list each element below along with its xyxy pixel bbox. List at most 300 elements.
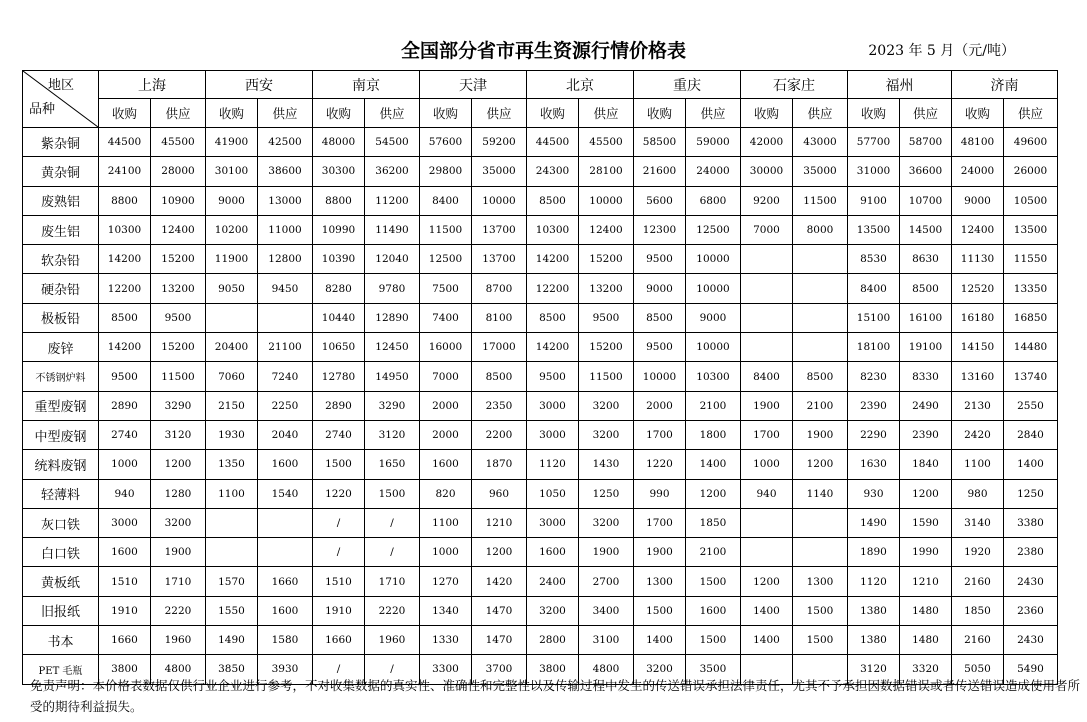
sell-price-cell: 43000 bbox=[793, 128, 848, 157]
buy-price-cell: 24100 bbox=[99, 157, 151, 186]
buy-price-cell bbox=[741, 303, 793, 332]
buy-price-cell: 5600 bbox=[634, 186, 686, 215]
sell-price-cell: 12890 bbox=[365, 303, 420, 332]
buy-price-cell: 12780 bbox=[313, 362, 365, 391]
buy-price-cell: 30300 bbox=[313, 157, 365, 186]
buy-price-cell: 2290 bbox=[848, 420, 900, 449]
buy-price-cell: 1630 bbox=[848, 450, 900, 479]
buy-price-cell: 2000 bbox=[420, 391, 472, 420]
item-name-cell: 重型废钢 bbox=[23, 391, 99, 420]
sell-price-cell: 3380 bbox=[1004, 508, 1058, 537]
buy-price-cell: 1490 bbox=[206, 626, 258, 655]
buy-price-cell: 8530 bbox=[848, 245, 900, 274]
sell-price-cell: 1200 bbox=[151, 450, 206, 479]
sell-price-cell: 1140 bbox=[793, 479, 848, 508]
buy-price-cell: 7000 bbox=[420, 362, 472, 391]
sell-header: 供应 bbox=[793, 99, 848, 128]
sell-header: 供应 bbox=[686, 99, 741, 128]
table-row bbox=[23, 420, 1058, 449]
sell-price-cell: 1250 bbox=[1004, 479, 1058, 508]
sell-price-cell: 11500 bbox=[793, 186, 848, 215]
sell-price-cell: 49600 bbox=[1004, 128, 1058, 157]
buy-price-cell: 930 bbox=[848, 479, 900, 508]
sell-price-cell: 2380 bbox=[1004, 538, 1058, 567]
buy-price-cell bbox=[206, 508, 258, 537]
sell-price-cell: 960 bbox=[472, 479, 527, 508]
buy-header: 收购 bbox=[952, 99, 1004, 128]
city-header: 福州 bbox=[848, 71, 952, 99]
buy-price-cell: 3000 bbox=[527, 508, 579, 537]
sell-price-cell: 15200 bbox=[151, 245, 206, 274]
sell-price-cell: 11490 bbox=[365, 215, 420, 244]
buy-price-cell: 1910 bbox=[313, 596, 365, 625]
buy-price-cell: 10300 bbox=[527, 215, 579, 244]
buy-price-cell: 7500 bbox=[420, 274, 472, 303]
sell-price-cell: 3120 bbox=[151, 420, 206, 449]
sell-price-cell: 1710 bbox=[151, 567, 206, 596]
table-row bbox=[23, 567, 1058, 596]
buy-price-cell: 9500 bbox=[634, 333, 686, 362]
sell-price-cell: 10700 bbox=[900, 186, 952, 215]
sell-price-cell: 10000 bbox=[686, 245, 741, 274]
buy-header: 收购 bbox=[527, 99, 579, 128]
sell-price-cell: 9000 bbox=[686, 303, 741, 332]
buy-price-cell: 21600 bbox=[634, 157, 686, 186]
sell-price-cell bbox=[793, 508, 848, 537]
sell-price-cell: 1650 bbox=[365, 450, 420, 479]
buy-price-cell: 9000 bbox=[634, 274, 686, 303]
buy-price-cell: 16180 bbox=[952, 303, 1004, 332]
buy-price-cell: 12200 bbox=[99, 274, 151, 303]
sell-price-cell: 1500 bbox=[793, 626, 848, 655]
city-header: 上海 bbox=[99, 71, 206, 99]
sell-price-cell: 16850 bbox=[1004, 303, 1058, 332]
table-row bbox=[23, 450, 1058, 479]
sell-price-cell: 1850 bbox=[686, 508, 741, 537]
sell-price-cell: 3500 bbox=[686, 655, 741, 684]
sell-price-cell: 28100 bbox=[579, 157, 634, 186]
item-name-cell: 废锌 bbox=[23, 333, 99, 362]
sell-price-cell: 12450 bbox=[365, 333, 420, 362]
buy-price-cell bbox=[741, 538, 793, 567]
buy-price-cell bbox=[206, 303, 258, 332]
buy-price-cell: 1700 bbox=[741, 420, 793, 449]
buy-price-cell: 11130 bbox=[952, 245, 1004, 274]
item-name-cell: 灰口铁 bbox=[23, 508, 99, 537]
buy-price-cell: 1000 bbox=[741, 450, 793, 479]
sell-price-cell: 10000 bbox=[579, 186, 634, 215]
corner-item-label: 品种 bbox=[29, 102, 56, 117]
sell-price-cell: 21100 bbox=[258, 333, 313, 362]
sell-price-cell: 2100 bbox=[686, 538, 741, 567]
item-name-cell: 轻薄料 bbox=[23, 479, 99, 508]
sell-price-cell: 2250 bbox=[258, 391, 313, 420]
buy-price-cell: 29800 bbox=[420, 157, 472, 186]
sell-price-cell: 2430 bbox=[1004, 626, 1058, 655]
buy-price-cell: 12520 bbox=[952, 274, 1004, 303]
buy-price-cell: 3800 bbox=[99, 655, 151, 684]
buy-price-cell: 44500 bbox=[527, 128, 579, 157]
buy-price-cell: 1220 bbox=[634, 450, 686, 479]
sell-price-cell: 15200 bbox=[579, 245, 634, 274]
sell-price-cell: 58700 bbox=[900, 128, 952, 157]
sell-price-cell: 3700 bbox=[472, 655, 527, 684]
sell-price-cell: 1500 bbox=[686, 626, 741, 655]
buy-price-cell: 1220 bbox=[313, 479, 365, 508]
sell-price-cell: 1210 bbox=[472, 508, 527, 537]
buy-price-cell: 1510 bbox=[313, 567, 365, 596]
sell-price-cell: 2430 bbox=[1004, 567, 1058, 596]
sell-price-cell: 2700 bbox=[579, 567, 634, 596]
buy-price-cell: 1600 bbox=[420, 450, 472, 479]
sell-price-cell: 1200 bbox=[793, 450, 848, 479]
sell-price-cell: 38600 bbox=[258, 157, 313, 186]
corner-region-label: 地区 bbox=[47, 78, 74, 93]
buy-price-cell: 1270 bbox=[420, 567, 472, 596]
table-row bbox=[23, 186, 1058, 215]
buy-price-cell: 1700 bbox=[634, 420, 686, 449]
sell-price-cell: 2220 bbox=[365, 596, 420, 625]
sell-price-cell: 13350 bbox=[1004, 274, 1058, 303]
table-row bbox=[23, 391, 1058, 420]
buy-header: 收购 bbox=[741, 99, 793, 128]
buy-price-cell: 1350 bbox=[206, 450, 258, 479]
buy-price-cell: 1120 bbox=[527, 450, 579, 479]
sell-header: 供应 bbox=[151, 99, 206, 128]
disclaimer: 免责声明：本价格表数据仅供行业企业进行参考，不对收集数据的真实性、准确性和完整性以及传输过程中发生的传送错误承担法律责任，尤其不予承担因数据错误或者传送错误造成使用者所受的期待利益损失。 bbox=[30, 678, 1081, 714]
sell-price-cell: 2360 bbox=[1004, 596, 1058, 625]
buy-price-cell: 24300 bbox=[527, 157, 579, 186]
buy-price-cell: 3800 bbox=[527, 655, 579, 684]
sell-price-cell: 1480 bbox=[900, 596, 952, 625]
sell-price-cell: 59000 bbox=[686, 128, 741, 157]
buy-price-cell: 1100 bbox=[952, 450, 1004, 479]
buy-price-cell: 1100 bbox=[420, 508, 472, 537]
sell-price-cell: 1580 bbox=[258, 626, 313, 655]
buy-price-cell: 9050 bbox=[206, 274, 258, 303]
buy-price-cell: 9100 bbox=[848, 186, 900, 215]
buy-price-cell: 24000 bbox=[952, 157, 1004, 186]
sell-price-cell: 13200 bbox=[579, 274, 634, 303]
sell-price-cell: 2200 bbox=[472, 420, 527, 449]
buy-price-cell: 14200 bbox=[527, 333, 579, 362]
sell-price-cell: 3320 bbox=[900, 655, 952, 684]
sell-price-cell: 3200 bbox=[579, 508, 634, 537]
buy-price-cell: 7400 bbox=[420, 303, 472, 332]
item-name-cell: 书本 bbox=[23, 626, 99, 655]
sell-price-cell: 15200 bbox=[151, 333, 206, 362]
sell-header: 供应 bbox=[365, 99, 420, 128]
corner-header-cell bbox=[23, 71, 99, 128]
sell-price-cell: 17000 bbox=[472, 333, 527, 362]
buy-price-cell: 42000 bbox=[741, 128, 793, 157]
buy-price-cell: 11500 bbox=[420, 215, 472, 244]
table-row bbox=[23, 508, 1058, 537]
sell-price-cell: 2040 bbox=[258, 420, 313, 449]
item-name-cell: 极板铅 bbox=[23, 303, 99, 332]
buy-price-cell: 1500 bbox=[313, 450, 365, 479]
buy-price-cell: 12200 bbox=[527, 274, 579, 303]
sell-price-cell: 3290 bbox=[151, 391, 206, 420]
buy-price-cell: 12300 bbox=[634, 215, 686, 244]
buy-price-cell: 2160 bbox=[952, 567, 1004, 596]
buy-price-cell: 5050 bbox=[952, 655, 1004, 684]
buy-price-cell: 10200 bbox=[206, 215, 258, 244]
sell-header: 供应 bbox=[1004, 99, 1058, 128]
buy-price-cell: 9000 bbox=[952, 186, 1004, 215]
sell-price-cell: 13000 bbox=[258, 186, 313, 215]
buy-price-cell: 2890 bbox=[313, 391, 365, 420]
buy-price-cell: 1400 bbox=[741, 626, 793, 655]
buy-price-cell: 41900 bbox=[206, 128, 258, 157]
buy-price-cell: 1000 bbox=[99, 450, 151, 479]
table-row bbox=[23, 333, 1058, 362]
sell-price-cell bbox=[258, 508, 313, 537]
buy-price-cell: 9500 bbox=[99, 362, 151, 391]
sell-price-cell: 2550 bbox=[1004, 391, 1058, 420]
sell-price-cell: 1430 bbox=[579, 450, 634, 479]
sell-price-cell: 5490 bbox=[1004, 655, 1058, 684]
buy-price-cell: 13500 bbox=[848, 215, 900, 244]
buy-price-cell: 3200 bbox=[527, 596, 579, 625]
buy-price-cell: 8400 bbox=[420, 186, 472, 215]
sell-price-cell: 16100 bbox=[900, 303, 952, 332]
sell-price-cell: 2840 bbox=[1004, 420, 1058, 449]
buy-price-cell: 8500 bbox=[527, 303, 579, 332]
sell-price-cell: 1840 bbox=[900, 450, 952, 479]
item-name-cell: 废熟铝 bbox=[23, 186, 99, 215]
sell-price-cell: 1600 bbox=[258, 450, 313, 479]
sell-price-cell: 9450 bbox=[258, 274, 313, 303]
buy-price-cell: 13160 bbox=[952, 362, 1004, 391]
sell-price-cell: 1250 bbox=[579, 479, 634, 508]
sell-price-cell bbox=[793, 538, 848, 567]
buy-price-cell bbox=[741, 245, 793, 274]
buy-price-cell: 1400 bbox=[741, 596, 793, 625]
city-header: 南京 bbox=[313, 71, 420, 99]
sell-price-cell: 1900 bbox=[151, 538, 206, 567]
item-name-cell: 黄板纸 bbox=[23, 567, 99, 596]
table-row bbox=[23, 157, 1058, 186]
city-header: 济南 bbox=[952, 71, 1058, 99]
sell-price-cell: 13700 bbox=[472, 215, 527, 244]
buy-price-cell: 20400 bbox=[206, 333, 258, 362]
buy-price-cell: 12500 bbox=[420, 245, 472, 274]
sell-header: 供应 bbox=[258, 99, 313, 128]
sell-price-cell: 1540 bbox=[258, 479, 313, 508]
buy-price-cell: 58500 bbox=[634, 128, 686, 157]
buy-header: 收购 bbox=[420, 99, 472, 128]
item-name-cell: 旧报纸 bbox=[23, 596, 99, 625]
buy-header: 收购 bbox=[206, 99, 258, 128]
sell-price-cell: 1400 bbox=[1004, 450, 1058, 479]
sell-price-cell: 1500 bbox=[793, 596, 848, 625]
table-row bbox=[23, 626, 1058, 655]
buy-price-cell: 31000 bbox=[848, 157, 900, 186]
sell-price-cell: 19100 bbox=[900, 333, 952, 362]
sell-price-cell: 15200 bbox=[579, 333, 634, 362]
buy-price-cell: 8500 bbox=[99, 303, 151, 332]
table-row bbox=[23, 362, 1058, 391]
buy-price-cell: 8230 bbox=[848, 362, 900, 391]
table-row bbox=[23, 215, 1058, 244]
buy-price-cell: 1890 bbox=[848, 538, 900, 567]
buy-price-cell: 10990 bbox=[313, 215, 365, 244]
table-row bbox=[23, 479, 1058, 508]
sell-price-cell: 10000 bbox=[686, 333, 741, 362]
buy-price-cell: 1380 bbox=[848, 596, 900, 625]
item-name-cell: 黄杂铜 bbox=[23, 157, 99, 186]
sell-price-cell bbox=[258, 303, 313, 332]
sell-price-cell: 3200 bbox=[151, 508, 206, 537]
buy-price-cell: 1050 bbox=[527, 479, 579, 508]
page-title: 全国部分省市再生资源行情价格表 bbox=[400, 40, 686, 62]
buy-price-cell: / bbox=[313, 508, 365, 537]
sell-price-cell: 7240 bbox=[258, 362, 313, 391]
sell-price-cell: 36600 bbox=[900, 157, 952, 186]
sell-price-cell: 1200 bbox=[686, 479, 741, 508]
sell-price-cell: 45500 bbox=[579, 128, 634, 157]
buy-price-cell: 1100 bbox=[206, 479, 258, 508]
buy-price-cell: 1660 bbox=[313, 626, 365, 655]
buy-price-cell: 2740 bbox=[313, 420, 365, 449]
item-name-cell: 软杂铅 bbox=[23, 245, 99, 274]
sell-price-cell: 35000 bbox=[793, 157, 848, 186]
buy-price-cell: 1500 bbox=[634, 596, 686, 625]
buy-price-cell: 1600 bbox=[99, 538, 151, 567]
sell-header: 供应 bbox=[472, 99, 527, 128]
item-name-cell: 硬杂铅 bbox=[23, 274, 99, 303]
buy-price-cell: 3300 bbox=[420, 655, 472, 684]
sell-price-cell: 8700 bbox=[472, 274, 527, 303]
buy-price-cell: 1930 bbox=[206, 420, 258, 449]
buy-price-cell: 7000 bbox=[741, 215, 793, 244]
sell-price-cell: 10000 bbox=[686, 274, 741, 303]
buy-price-cell: 10390 bbox=[313, 245, 365, 274]
sell-price-cell: 1710 bbox=[365, 567, 420, 596]
buy-price-cell: 1380 bbox=[848, 626, 900, 655]
sell-price-cell: 11000 bbox=[258, 215, 313, 244]
item-name-cell: PET 毛瓶 bbox=[23, 655, 99, 684]
sell-price-cell: 3200 bbox=[579, 391, 634, 420]
buy-price-cell bbox=[741, 333, 793, 362]
sell-price-cell: 1500 bbox=[686, 567, 741, 596]
sell-price-cell: / bbox=[365, 508, 420, 537]
sell-price-cell: 14500 bbox=[900, 215, 952, 244]
buy-price-cell: 9500 bbox=[634, 245, 686, 274]
sell-price-cell: 1300 bbox=[793, 567, 848, 596]
sell-price-cell: 8500 bbox=[793, 362, 848, 391]
city-header: 重庆 bbox=[634, 71, 741, 99]
buy-price-cell: 14150 bbox=[952, 333, 1004, 362]
sell-price-cell: 13700 bbox=[472, 245, 527, 274]
buy-price-cell: 14200 bbox=[99, 245, 151, 274]
sell-price-cell: 26000 bbox=[1004, 157, 1058, 186]
buy-price-cell: 1660 bbox=[99, 626, 151, 655]
city-header: 天津 bbox=[420, 71, 527, 99]
sell-price-cell: 12800 bbox=[258, 245, 313, 274]
buy-price-cell: 10650 bbox=[313, 333, 365, 362]
sell-price-cell: 1480 bbox=[900, 626, 952, 655]
sell-price-cell: 1470 bbox=[472, 596, 527, 625]
item-name-cell: 紫杂铜 bbox=[23, 128, 99, 157]
buy-price-cell: 11900 bbox=[206, 245, 258, 274]
sell-price-cell: 1800 bbox=[686, 420, 741, 449]
sell-price-cell: 10500 bbox=[1004, 186, 1058, 215]
buy-price-cell: 1600 bbox=[527, 538, 579, 567]
buy-price-cell: 1910 bbox=[99, 596, 151, 625]
buy-price-cell bbox=[741, 508, 793, 537]
buy-price-cell: 1510 bbox=[99, 567, 151, 596]
sell-price-cell: 45500 bbox=[151, 128, 206, 157]
table-row bbox=[23, 245, 1058, 274]
sell-price-cell: 12400 bbox=[151, 215, 206, 244]
date-unit-label: 2023 年 5 月（元/吨） bbox=[868, 43, 1015, 59]
sell-price-cell: 12040 bbox=[365, 245, 420, 274]
sell-price-cell bbox=[258, 538, 313, 567]
sell-price-cell: 14950 bbox=[365, 362, 420, 391]
sell-price-cell: 4800 bbox=[579, 655, 634, 684]
sell-price-cell: 3290 bbox=[365, 391, 420, 420]
buy-price-cell: 9000 bbox=[206, 186, 258, 215]
buy-price-cell: 14200 bbox=[527, 245, 579, 274]
buy-price-cell: 2160 bbox=[952, 626, 1004, 655]
sell-price-cell: 11500 bbox=[151, 362, 206, 391]
buy-price-cell: 3000 bbox=[99, 508, 151, 537]
sell-price-cell: 3200 bbox=[579, 420, 634, 449]
buy-price-cell: / bbox=[313, 655, 365, 684]
buy-price-cell: 10300 bbox=[99, 215, 151, 244]
buy-price-cell: 2420 bbox=[952, 420, 1004, 449]
buy-price-cell: 1120 bbox=[848, 567, 900, 596]
sell-price-cell: 12400 bbox=[579, 215, 634, 244]
sell-price-cell: 6800 bbox=[686, 186, 741, 215]
buy-price-cell: 3000 bbox=[527, 420, 579, 449]
sell-price-cell: 1400 bbox=[686, 450, 741, 479]
sell-price-cell: 9500 bbox=[151, 303, 206, 332]
sell-price-cell: 1500 bbox=[365, 479, 420, 508]
sell-price-cell: 1470 bbox=[472, 626, 527, 655]
sell-price-cell: 10900 bbox=[151, 186, 206, 215]
sell-price-cell: 1900 bbox=[793, 420, 848, 449]
buy-price-cell: 8500 bbox=[634, 303, 686, 332]
sell-price-cell: 8630 bbox=[900, 245, 952, 274]
buy-price-cell: 57600 bbox=[420, 128, 472, 157]
table-row bbox=[23, 274, 1058, 303]
sell-price-cell: 36200 bbox=[365, 157, 420, 186]
buy-price-cell: 1920 bbox=[952, 538, 1004, 567]
buy-price-cell: 2890 bbox=[99, 391, 151, 420]
sell-price-cell: 24000 bbox=[686, 157, 741, 186]
buy-price-cell: 8400 bbox=[848, 274, 900, 303]
sell-price-cell: 1600 bbox=[258, 596, 313, 625]
sell-price-cell: 11200 bbox=[365, 186, 420, 215]
sell-price-cell: 2100 bbox=[793, 391, 848, 420]
price-table bbox=[22, 70, 1058, 685]
buy-price-cell: 10000 bbox=[634, 362, 686, 391]
buy-price-cell: 9500 bbox=[527, 362, 579, 391]
buy-price-cell: 1700 bbox=[634, 508, 686, 537]
buy-price-cell: 2150 bbox=[206, 391, 258, 420]
buy-price-cell: 990 bbox=[634, 479, 686, 508]
buy-price-cell: 16000 bbox=[420, 333, 472, 362]
buy-price-cell: 7060 bbox=[206, 362, 258, 391]
sell-price-cell: 2390 bbox=[900, 420, 952, 449]
buy-price-cell: 8500 bbox=[527, 186, 579, 215]
buy-price-cell: / bbox=[313, 538, 365, 567]
buy-price-cell: 15100 bbox=[848, 303, 900, 332]
sell-price-cell: 1590 bbox=[900, 508, 952, 537]
